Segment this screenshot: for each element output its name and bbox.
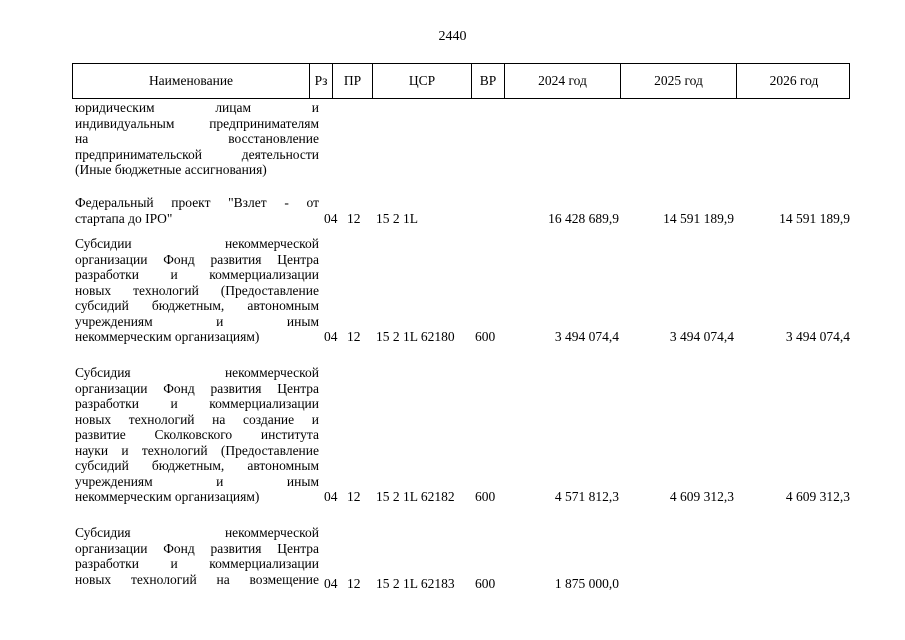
cell-csr: 15 2 1L 62180 — [376, 329, 455, 344]
cell-2026: 14 591 189,9 — [779, 210, 850, 226]
name-line: (Иные бюджетные ассигнования) — [75, 162, 267, 177]
cell-2026: 4 609 312,3 — [785, 489, 850, 504]
name-line: Субсидия некоммерческой — [75, 365, 319, 380]
cell-2025: 3 494 074,4 — [669, 329, 734, 344]
row-name — [75, 525, 319, 587]
row-name — [75, 365, 319, 505]
cell-rz: 04 — [324, 210, 338, 226]
name-line: разработки и коммерциализации — [75, 556, 319, 571]
cell-2025: 4 609 312,3 — [669, 489, 734, 504]
name-line: субсидий бюджетным, автономным — [75, 298, 319, 313]
name-line: разработки и коммерциализации — [75, 267, 319, 282]
name-line: новых технологий на создание и — [75, 411, 319, 427]
name-line: Федеральный проект "Взлет - от — [75, 195, 319, 210]
cell-2026: 3 494 074,4 — [785, 329, 850, 344]
cell-vr: 600 — [475, 329, 496, 344]
cell-csr: 15 2 1L 62183 — [376, 576, 455, 591]
name-line: предпринимательской деятельности — [75, 146, 319, 162]
header-name: Наименование — [148, 73, 234, 88]
cell-vr: 600 — [475, 576, 496, 591]
name-line: на восстановление — [75, 131, 319, 146]
name-line: новых технологий на возмещение — [75, 571, 319, 587]
name-line: организации Фонд развития Центра — [75, 540, 319, 556]
name-line: юридическим лицам и — [75, 100, 319, 115]
name-line: Субсидия некоммерческой — [75, 525, 319, 540]
cell-2024: 16 428 689,9 — [548, 210, 619, 226]
cell-pr: 12 — [347, 576, 361, 591]
row-name — [75, 100, 319, 178]
header-rz: Рз — [309, 64, 332, 98]
name-line: организации Фонд развития Центра — [75, 380, 319, 396]
header-vr: ВР — [471, 64, 504, 98]
cell-pr: 12 — [347, 329, 361, 344]
cell-2024: 1 875 000,0 — [554, 576, 619, 591]
row-name — [75, 236, 319, 345]
cell-2025: 14 591 189,9 — [663, 210, 734, 226]
cell-2024: 3 494 074,4 — [554, 329, 619, 344]
name-line: индивидуальным предпринимателям — [75, 115, 319, 131]
name-line: некоммерческим организациям) — [75, 329, 260, 344]
cell-rz: 04 — [324, 576, 338, 591]
header-pr: ПР — [332, 64, 372, 98]
name-line: некоммерческим организациям) — [75, 489, 260, 504]
name-line: науки и технологий (Предоставление — [75, 442, 319, 458]
name-line: развитие Сколковского института — [75, 427, 319, 442]
name-line: учреждениям и иным — [75, 473, 319, 489]
cell-pr: 12 — [347, 489, 361, 504]
header-csr: ЦСР — [372, 64, 471, 98]
name-line: новых технологий (Предоставление — [75, 282, 319, 298]
cell-2024: 4 571 812,3 — [554, 489, 619, 504]
cell-vr: 600 — [475, 489, 496, 504]
cell-rz: 04 — [324, 489, 338, 504]
header-2024: 2024 год — [504, 64, 620, 98]
header-2025: 2025 год — [620, 64, 736, 98]
table-header — [72, 63, 850, 99]
name-line: организации Фонд развития Центра — [75, 251, 319, 267]
name-line: Субсидии некоммерческой — [75, 236, 319, 251]
cell-pr: 12 — [347, 210, 361, 226]
name-line: учреждениям и иным — [75, 313, 319, 329]
cell-csr: 15 2 1L — [376, 210, 418, 226]
cell-rz: 04 — [324, 329, 338, 344]
header-2026: 2026 год — [736, 64, 851, 98]
name-line: стартапа до IPO" — [75, 210, 173, 226]
cell-csr: 15 2 1L 62182 — [376, 489, 455, 504]
name-line: разработки и коммерциализации — [75, 396, 319, 411]
page-number: 2440 — [438, 29, 467, 44]
row-name — [75, 195, 319, 226]
name-line: субсидий бюджетным, автономным — [75, 458, 319, 473]
